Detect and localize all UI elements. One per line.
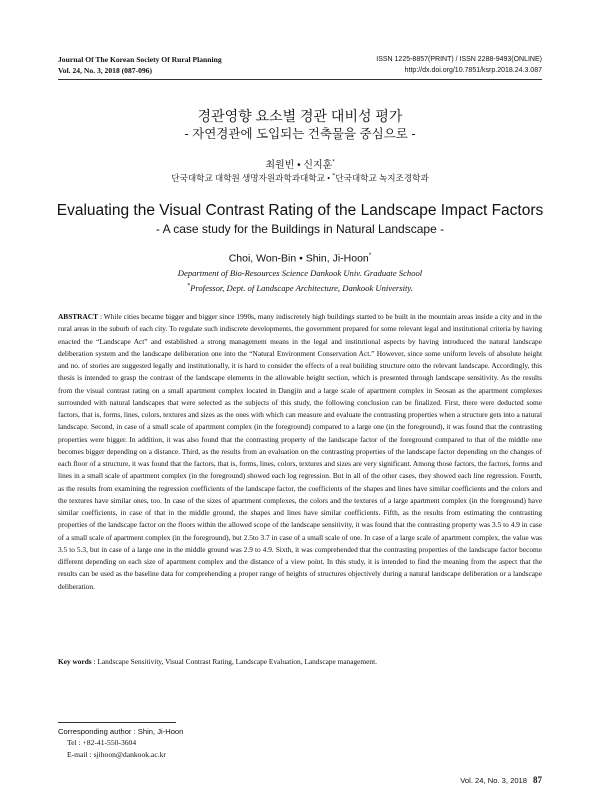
- korean-affiliation-text: 단국대학교 대학원 생명자원과학과대학교 •: [171, 173, 333, 183]
- doi-link[interactable]: http://dx.doi.org/10.7851/ksrp.2018.24.3.087: [404, 67, 542, 74]
- english-authors-mark: *: [368, 252, 372, 259]
- header-divider: [58, 79, 542, 80]
- english-authors-text: Choi, Won-Bin • Shin, Ji-Hoon: [228, 252, 369, 265]
- abstract: [58, 311, 542, 593]
- page-number: 87: [533, 775, 542, 785]
- english-authors: [0, 252, 600, 265]
- english-subtitle: - A case study for the Buildings in Natural Landscape -: [155, 222, 445, 236]
- author-tel: Tel : +82-41-550-3604: [67, 738, 137, 748]
- abstract-label: ABSTRACT: [58, 312, 98, 321]
- korean-authors-text: 최원빈 • 신지훈: [265, 160, 333, 171]
- journal-name: Journal Of The Korean Society Of Rural Planning: [58, 55, 222, 64]
- issn-text: ISSN 1225-8857(PRINT) / ISSN 2288-9493(ONLINE): [376, 56, 542, 63]
- corresponding-author: Corresponding author : Shin, Ji-Hoon: [58, 727, 184, 736]
- keywords-label: Key words: [58, 657, 92, 666]
- footnote: [58, 726, 183, 760]
- page-issue: Vol. 24, No. 3, 2018: [460, 776, 527, 785]
- english-affiliation-2: [0, 283, 600, 293]
- korean-title: 경관영향 요소별 경관 대비성 평가: [197, 108, 403, 124]
- korean-authors-mark: *: [332, 159, 335, 166]
- english-affiliation-2-mark: *: [187, 283, 191, 290]
- korean-affiliation-mark: *: [332, 173, 336, 180]
- keywords-text: : Landscape Sensitivity, Visual Contrast Rating, Landscape Evaluation, Landscape management.: [93, 657, 377, 666]
- journal-volume: Vol. 24, No. 3, 2018 (087-096): [58, 66, 153, 75]
- korean-affiliation-text-2: 단국대학교 녹지조경학과: [335, 173, 429, 183]
- author-email[interactable]: E-mail : sjihoon@dankook.ac.kr: [67, 749, 166, 759]
- english-affiliation-2-text: Professor, Dept. of Landscape Architecture, Dankook University.: [190, 283, 413, 293]
- korean-authors: [0, 156, 600, 171]
- journal-header: [58, 54, 222, 76]
- footnote-divider: [58, 722, 176, 723]
- keywords: [58, 657, 542, 666]
- korean-affiliation: [0, 172, 600, 184]
- korean-subtitle: - 자연경관에 도입되는 건축물을 중심으로 -: [184, 127, 416, 141]
- english-affiliation-1: Department of Bio-Resources Science Dankook Univ. Graduate School: [177, 268, 423, 278]
- abstract-text: : While cities became bigger and bigger since 1990s, many indiscretely high buildings started to be built in the mountain areas inside a city and in the rural areas in the suburb of each city. To regulate such indiscrete developments, the government prepared for some relevant legal and institutional criteria by having enacted the “Landscape Act” and established a strong management means in the legal and institutional aspects by having introduced the natural landscape deliberation system and the landscape deliberation one into the “Natural Environment Conservation Act.” However, since some uniform levels of absolute height and no. of stories are suggested legally and institutionally, it is hard to consider the effects of a real building structure onto the relevant landscape. Accordingly, this thesis is intended to grasp the contrast of the landscape elements in the allowable height section, which is presented through landscape sensitivity. As the results from the visual contrast rating on a small apartment complex located in Dangjin and a large scale of apartment complex in Seosan as the apartment complexes surrounded with natural landscapes that were selected as the subjects of this study, the following conclusion can be finalized. First, there were deducted some factors, that is, forms, lines, colors, textures and sizes as the ones with which can measure and evaluate the contrasting properties when a structure gets into a natural landscape. Second, in case of a small scale of apartment complex (in the foreground) compared to a large one (in the foreground), it was found that the contrasting properties were bigger. In addition, it was also found that the contrasting property of the landscape factor of the foreground compared to that of the middle one becomes bigger depending on a distance. Third, as the results from an evaluation on the contrasting properties of the landscape factor depending on the changes of each floor of a structure, it was found that the factors, that is, forms, lines, colors, textures and sizes are very significant. Among those factors, the factors, forms and lines in a small scale of apartment complex (in the foreground) showed each log regression. But in all of the other cases, they showed each line regression. Fourth, as the results from examining the regression coefficients of the landscape factor, the coefficients of the shapes and lines have similar coefficients and the colors and the textures have similar ones, too. In case of the sizes of apartment complexes, the colors and the textures of a large apartment complex (in the foreground) have similar coefficients, in case of that in the middle ground, the shapes and lines have similar coefficients. Fifth, as the results from estimating the contrasting properties of the landscape factor on the floors within the allowed scope of the landscape sensitivity, it was found that the contrasting property was 3.5 to 4.9 in case of a small scale of apartment complex (in the foreground), but 2.5to 3.7 in case of a small scale of one. In case of a large scale of apartment complex, the value was 3.5 to 5.3, but in case of a large one in the middle ground was 2.9 to 4.9. Sixth, it was comprehended that the contrasting properties of the landscape factor become different depending on each size of apartment complex and the distance of a view point. In this study, it is intended to find the meaning from the aspect that the results can be used as the baseline data for comprehending a proper range of heights of structures objectively during a natural landscape deliberation or a landscape deliberation.: [58, 312, 543, 591]
- page-footer: [460, 775, 542, 785]
- journal-identifiers: [376, 54, 542, 76]
- english-title: Evaluating the Visual Contrast Rating of the Landscape Impact Factors: [56, 202, 544, 219]
